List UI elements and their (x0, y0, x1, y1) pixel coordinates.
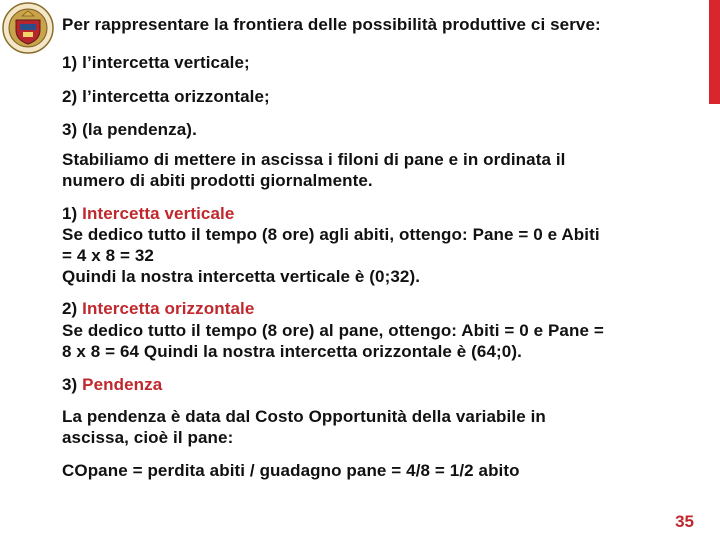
section-number: 3) (62, 375, 78, 394)
section-body-line: La pendenza è data dal Costo Opportunità della variabile in (62, 407, 546, 426)
section-heading-horizontal (62, 298, 254, 319)
section-body-line: = 4 x 8 = 32 (62, 246, 154, 265)
section-title: Pendenza (82, 375, 163, 394)
section-body-line: Se dedico tutto il tempo (8 ore) al pane, ottengo: Abiti = 0 e Pane = (62, 321, 604, 340)
section-body-line: 8 x 8 = 64 Quindi la nostra intercetta orizzontale è (64;0). (62, 342, 522, 361)
accent-bar (709, 0, 720, 104)
section-number: 1) (62, 204, 78, 223)
list-item-horizontal: 2) l’intercetta orizzontale; (62, 87, 270, 106)
intro-line: Per rappresentare la frontiera delle possibilità produttive ci serve: (62, 15, 601, 34)
paragraph-line: Stabiliamo di mettere in ascissa i filoni di pane e in ordinata il (62, 150, 566, 169)
section-body-line: Se dedico tutto il tempo (8 ore) agli abiti, ottengo: Pane = 0 e Abiti (62, 225, 600, 244)
section-number: 2) (62, 299, 78, 318)
page-number: 35 (675, 512, 694, 531)
section-heading-vertical (62, 203, 234, 224)
paragraph-line: numero di abiti prodotti giornalmente. (62, 171, 373, 190)
section-title: Intercetta orizzontale (82, 299, 255, 318)
list-item-slope: 3) (la pendenza). (62, 120, 197, 139)
section-title: Intercetta verticale (82, 204, 235, 223)
section-heading-slope (62, 374, 162, 395)
section-body-line: Quindi la nostra intercetta verticale è (0;32). (62, 267, 421, 286)
formula-line: COpane = perdita abiti / guadagno pane = 4/8 = 1/2 abito (62, 461, 520, 480)
university-seal-icon (2, 2, 54, 54)
list-item-vertical: 1) l’intercetta verticale; (62, 53, 250, 72)
section-body-line: ascissa, cioè il pane: (62, 428, 234, 447)
